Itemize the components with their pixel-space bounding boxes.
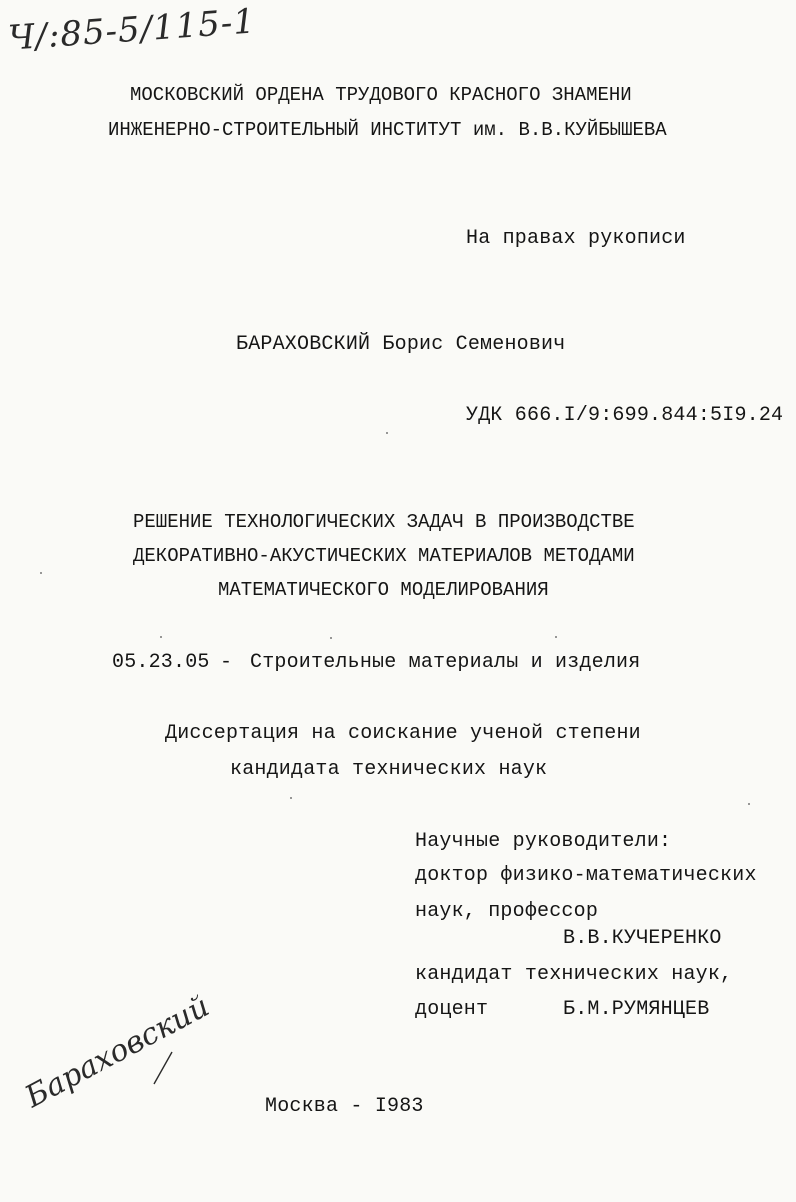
supervisors-heading: Научные руководители: (415, 830, 672, 853)
scan-speck (290, 797, 292, 799)
author-name: БАРАХОВСКИЙ Борис Семенович (236, 333, 566, 356)
institution-line-2: ИНЖЕНЕРНО-СТРОИТЕЛЬНЫЙ ИНСТИТУТ им. В.В.КУЙБЫШЕВА (108, 119, 667, 141)
supervisor-2-name: Б.М.РУМЯНЦЕВ (563, 998, 710, 1021)
rights-note: На правах рукописи (466, 227, 686, 250)
scan-speck (160, 636, 162, 638)
city-year: Москва - I983 (265, 1095, 424, 1118)
author-signature: Бараховский (19, 988, 216, 1115)
udc-code: УДК 666.I/9:699.844:5I9.24 (466, 404, 784, 427)
title-line-1: РЕШЕНИЕ ТЕХНОЛОГИЧЕСКИХ ЗАДАЧ В ПРОИЗВОДСТВЕ (133, 511, 635, 533)
title-line-3: МАТЕМАТИЧЕСКОГО МОДЕЛИРОВАНИЯ (218, 579, 549, 601)
scan-speck (330, 637, 332, 639)
supervisor-1-name: В.В.КУЧЕРЕНКО (563, 927, 722, 950)
title-line-2: ДЕКОРАТИВНО-АКУСТИЧЕСКИХ МАТЕРИАЛОВ МЕТОДАМИ (133, 545, 635, 567)
scan-speck (555, 636, 557, 638)
supervisor-2-title-line-2: доцент (415, 998, 489, 1021)
scan-speck (40, 572, 42, 574)
scan-speck (748, 803, 750, 805)
degree-line-2: кандидата технических наук (230, 758, 548, 781)
specialty-name: Строительные материалы и изделия (250, 651, 641, 674)
supervisor-1-title-line-2: наук, профессор (415, 900, 599, 923)
supervisor-1-title-line-1: доктор физико-математических (415, 864, 757, 887)
scan-speck (386, 432, 388, 434)
degree-line-1: Диссертация на соискание ученой степени (165, 722, 641, 745)
institution-line-1: МОСКОВСКИЙ ОРДЕНА ТРУДОВОГО КРАСНОГО ЗНАМЕНИ (130, 84, 632, 106)
specialty-code: 05.23.05 (112, 651, 210, 674)
specialty-dash: - (220, 651, 233, 674)
archive-handwritten-mark: Ч/:85-5/115-1 (6, 1, 258, 59)
supervisor-2-title-line-1: кандидат технических наук, (415, 963, 733, 986)
signature-flourish (150, 1048, 180, 1088)
